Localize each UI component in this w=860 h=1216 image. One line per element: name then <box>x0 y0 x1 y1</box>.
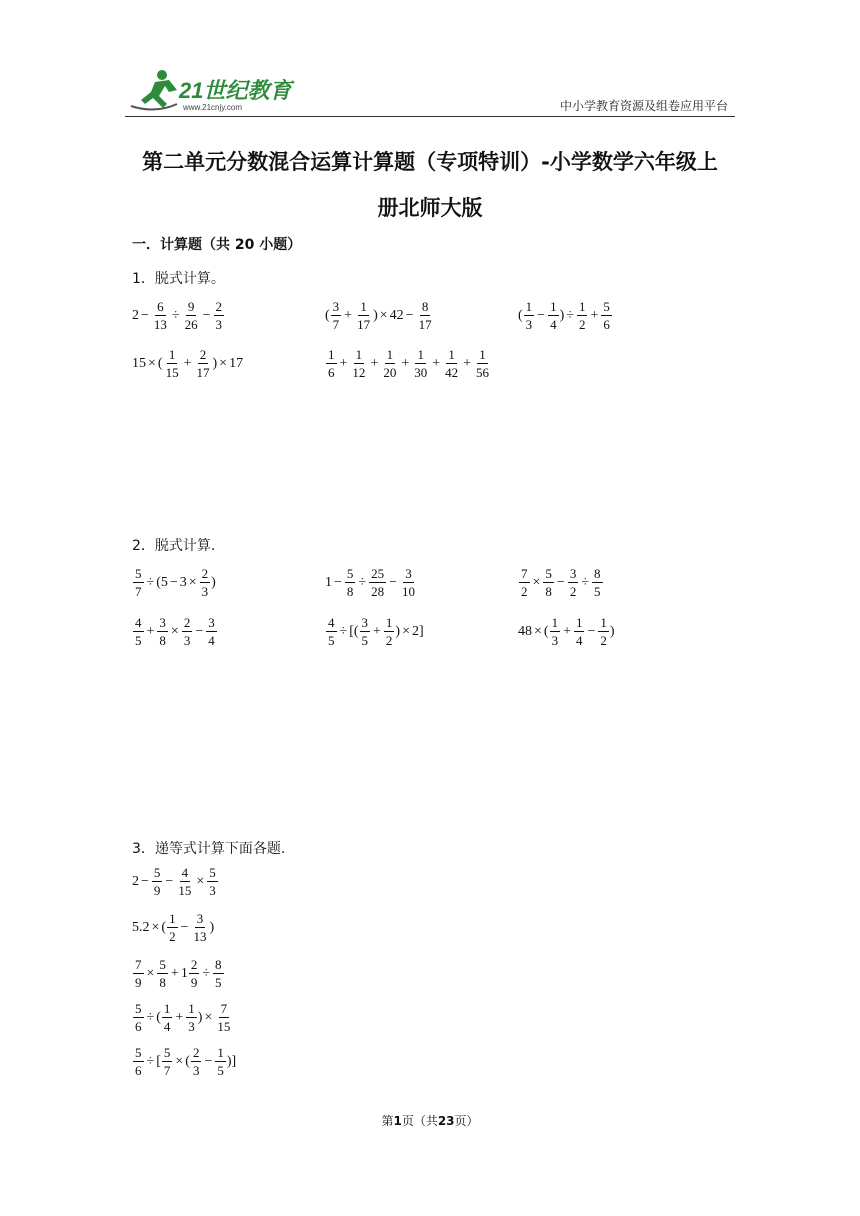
q1-expr-4 <box>132 348 243 379</box>
numerator: 5 <box>545 566 552 581</box>
operator: − <box>165 873 174 889</box>
fraction <box>194 348 211 379</box>
operator: ÷ <box>146 1009 155 1025</box>
fraction <box>167 912 178 943</box>
q2-expr-1 <box>132 567 216 598</box>
fraction <box>412 348 429 379</box>
denominator: 2 <box>521 584 528 599</box>
denominator: 8 <box>159 633 166 648</box>
operator: × <box>188 574 197 590</box>
fraction <box>543 567 554 598</box>
denominator: 3 <box>188 1019 195 1034</box>
q3-expr-5 <box>132 1046 236 1077</box>
q2-expr-6 <box>518 616 615 647</box>
denominator: 2 <box>385 633 393 648</box>
operator: − <box>180 919 189 935</box>
denominator: 2 <box>578 317 586 332</box>
denominator: 6 <box>135 1063 142 1078</box>
term: 5.2 <box>132 919 150 935</box>
operator: + <box>344 307 353 323</box>
footer-middle: 页（共 <box>401 1114 438 1128</box>
fraction <box>162 1002 173 1033</box>
denominator: 2 <box>169 929 176 944</box>
term: 5 <box>160 574 168 590</box>
operator: × <box>196 873 205 889</box>
fraction <box>186 1002 197 1033</box>
term: ( <box>185 1053 190 1069</box>
fraction <box>191 1046 202 1077</box>
fraction <box>133 567 144 598</box>
numerator: 2 <box>199 347 207 362</box>
term: )] <box>226 1053 237 1069</box>
fraction <box>176 866 193 897</box>
numerator: 1 <box>448 347 455 362</box>
denominator: 15 <box>165 365 179 380</box>
footer-prefix: 第 <box>381 1114 394 1128</box>
denominator: 5 <box>215 975 222 990</box>
denominator: 3 <box>209 883 216 898</box>
term: ) <box>395 623 401 639</box>
denominator: 17 <box>196 365 210 380</box>
numerator: 2 <box>183 615 191 630</box>
fraction <box>213 958 224 989</box>
term: ( <box>161 919 167 935</box>
denominator: 26 <box>184 317 198 332</box>
fraction <box>360 616 371 647</box>
q1-expr-1 <box>132 300 225 331</box>
fraction <box>443 348 460 379</box>
numerator: 9 <box>187 299 195 314</box>
numerator: 5 <box>135 566 142 581</box>
numerator: 3 <box>405 566 412 581</box>
operator: × <box>532 574 541 590</box>
numerator: 1 <box>551 615 559 630</box>
numerator: 3 <box>361 615 369 630</box>
operator: − <box>195 623 204 639</box>
question-3-label: 3．递等式计算下面各题. <box>132 841 286 857</box>
operator: × <box>219 355 228 371</box>
operator: × <box>170 623 179 639</box>
operator: + <box>432 355 441 371</box>
term: ) <box>197 1009 203 1025</box>
fraction <box>214 300 225 331</box>
term: 1 <box>325 574 332 590</box>
operator: ÷ <box>146 574 155 590</box>
numerator: 1 <box>163 1001 171 1016</box>
operator: × <box>146 965 155 981</box>
operator: − <box>405 307 414 323</box>
operator: − <box>204 1053 213 1069</box>
fraction <box>550 616 561 647</box>
denominator: 5 <box>328 633 335 648</box>
operator: − <box>389 574 397 590</box>
term: ) <box>559 307 565 323</box>
operator: ÷ <box>146 1053 155 1069</box>
operator: − <box>334 574 342 590</box>
denominator: 7 <box>163 1063 171 1078</box>
denominator: 4 <box>208 633 215 648</box>
numerator: 8 <box>421 299 429 314</box>
numerator: 5 <box>153 865 161 880</box>
operator: × <box>379 307 388 323</box>
term: 17 <box>229 355 244 371</box>
term: ) <box>212 355 218 371</box>
operator: − <box>556 574 565 590</box>
fraction <box>182 616 193 647</box>
operator: × <box>148 355 156 371</box>
term: ( <box>543 623 549 639</box>
denominator: 3 <box>192 1063 200 1078</box>
denominator: 9 <box>135 975 142 990</box>
footer-page-number: 1 <box>393 1114 402 1128</box>
numerator: 1 <box>575 615 583 630</box>
fraction <box>601 300 612 331</box>
question-2-label: 2．脱式计算. <box>132 538 216 554</box>
page-footer <box>0 1112 860 1129</box>
numerator: 7 <box>220 1001 228 1016</box>
fraction <box>157 616 168 647</box>
operator: + <box>563 623 571 639</box>
denominator: 9 <box>190 975 198 990</box>
operator: + <box>370 355 379 371</box>
fraction <box>162 1046 173 1077</box>
term: 2 <box>132 873 139 889</box>
numerator: 1 <box>479 347 486 362</box>
term: 1 <box>180 965 188 981</box>
q1-expr-3 <box>518 300 613 331</box>
numerator: 4 <box>135 615 142 630</box>
fraction <box>189 958 200 989</box>
numerator: 5 <box>209 865 216 880</box>
operator: + <box>175 1009 184 1025</box>
fraction <box>355 300 372 331</box>
term: 2 <box>132 307 139 323</box>
fraction <box>369 567 386 598</box>
q1-expr-2 <box>325 300 435 331</box>
section-heading: 一．计算题（共 20 小题） <box>132 237 302 253</box>
numerator: 1 <box>360 299 367 314</box>
fraction <box>152 300 169 331</box>
doc-title-line-1: 第二单元分数混合运算计算题（专项特训）-小学数学六年级上 <box>142 150 718 174</box>
denominator: 3 <box>525 317 533 332</box>
operator: ÷ <box>581 574 589 590</box>
fraction <box>183 300 200 331</box>
numerator: 1 <box>600 615 607 630</box>
denominator: 3 <box>551 633 559 648</box>
term: 48 <box>518 623 532 639</box>
numerator: 3 <box>196 911 204 926</box>
numerator: 5 <box>346 566 354 581</box>
q2-expr-2 <box>325 567 418 598</box>
numerator: 1 <box>550 299 557 314</box>
logo-url: www.21cnjy.com <box>183 103 242 112</box>
fraction <box>568 567 579 598</box>
term: 3 <box>179 574 187 590</box>
numerator: 5 <box>163 1045 171 1060</box>
denominator: 6 <box>603 317 610 332</box>
denominator: 8 <box>346 584 354 599</box>
denominator: 13 <box>153 317 167 332</box>
term: ( <box>518 307 523 323</box>
denominator: 4 <box>163 1019 171 1034</box>
numerator: 2 <box>190 957 198 972</box>
denominator: 5 <box>361 633 369 648</box>
doc-title-line-2: 册北师大版 <box>377 196 483 220</box>
fraction <box>548 300 559 331</box>
fraction <box>326 616 337 647</box>
numerator: 4 <box>328 615 335 630</box>
fraction <box>519 567 530 598</box>
denominator: 15 <box>178 883 192 898</box>
footer-suffix: 页） <box>454 1114 479 1128</box>
platform-name: 中小学教育资源及组卷应用平台 <box>559 99 728 113</box>
denominator: 8 <box>159 975 166 990</box>
denominator: 8 <box>545 584 552 599</box>
term: [ <box>156 1053 161 1069</box>
operator: ÷ <box>202 965 210 981</box>
operator: ÷ <box>358 574 367 590</box>
denominator: 5 <box>594 584 601 599</box>
numerator: 3 <box>159 615 166 630</box>
q3-expr-3 <box>132 958 225 989</box>
term: ( <box>156 1009 161 1025</box>
denominator: 20 <box>383 365 397 380</box>
fraction <box>417 300 434 331</box>
denominator: 12 <box>352 365 366 380</box>
fraction <box>350 348 367 379</box>
operator: × <box>175 1053 184 1069</box>
operator: − <box>202 307 211 323</box>
operator: − <box>537 307 546 323</box>
denominator: 30 <box>414 365 428 380</box>
numerator: 1 <box>217 1045 224 1060</box>
operator: − <box>169 574 178 590</box>
numerator: 7 <box>521 566 528 581</box>
term: 2] <box>412 623 424 639</box>
denominator: 9 <box>153 883 161 898</box>
numerator: 1 <box>385 615 393 630</box>
operator: + <box>373 623 381 639</box>
term: 42 <box>389 307 404 323</box>
denominator: 17 <box>418 317 432 332</box>
term: ) <box>211 574 216 590</box>
q3-expr-2 <box>132 912 214 943</box>
fraction <box>133 958 144 989</box>
footer-total-pages: 23 <box>437 1114 455 1128</box>
numerator: 1 <box>386 347 394 362</box>
operator: + <box>463 355 472 371</box>
fraction <box>577 300 588 331</box>
numerator: 1 <box>188 1001 195 1016</box>
numerator: 4 <box>181 865 189 880</box>
q2-expr-3 <box>518 567 604 598</box>
q3-expr-4 <box>132 1002 233 1033</box>
numerator: 2 <box>215 299 222 314</box>
fraction <box>598 616 609 647</box>
denominator: 6 <box>328 365 335 380</box>
numerator: 2 <box>201 566 209 581</box>
term: ) <box>209 919 215 935</box>
operator: × <box>151 919 160 935</box>
denominator: 13 <box>193 929 207 944</box>
denominator: 7 <box>135 584 142 599</box>
denominator: 5 <box>135 633 142 648</box>
q2-expr-4 <box>132 616 218 647</box>
fraction <box>592 567 603 598</box>
numerator: 1 <box>168 347 176 362</box>
q2-expr-5 <box>325 616 424 647</box>
fraction <box>381 348 398 379</box>
numerator: 6 <box>157 299 164 314</box>
q1-expr-5 <box>325 348 492 379</box>
denominator: 4 <box>550 317 557 332</box>
denominator: 15 <box>217 1019 231 1034</box>
numerator: 1 <box>328 347 335 362</box>
operator: × <box>402 623 410 639</box>
fraction <box>574 616 585 647</box>
fraction <box>157 958 168 989</box>
denominator: 3 <box>201 584 209 599</box>
question-1-label: 1．脱式计算。 <box>132 271 225 287</box>
fraction <box>474 348 491 379</box>
numerator: 25 <box>371 566 385 581</box>
term: ( <box>325 307 330 323</box>
header-divider <box>125 116 735 117</box>
fraction <box>215 1002 232 1033</box>
operator: + <box>183 355 192 371</box>
site-logo <box>125 68 295 114</box>
numerator: 3 <box>332 299 340 314</box>
numerator: 5 <box>159 957 166 972</box>
term: ( <box>157 355 163 371</box>
operator: × <box>204 1009 213 1025</box>
numerator: 5 <box>135 1001 142 1016</box>
denominator: 10 <box>402 584 415 599</box>
fraction <box>191 912 208 943</box>
denominator: 42 <box>445 365 459 380</box>
operator: ÷ <box>566 307 574 323</box>
numerator: 7 <box>135 957 142 972</box>
operator: ÷ <box>171 307 180 323</box>
term: 15 <box>132 355 146 371</box>
operator: + <box>401 355 410 371</box>
fraction <box>326 348 337 379</box>
operator: × <box>534 623 542 639</box>
fraction <box>200 567 211 598</box>
numerator: 3 <box>208 615 215 630</box>
term: ( <box>156 574 161 590</box>
operator: ÷ <box>339 623 348 639</box>
numerator: 1 <box>578 299 586 314</box>
operator: + <box>590 307 599 323</box>
q3-expr-1 <box>132 866 219 897</box>
numerator: 5 <box>135 1045 142 1060</box>
logo-text: 21世纪教育 <box>179 78 292 103</box>
fraction <box>524 300 535 331</box>
operator: − <box>141 873 149 889</box>
operator: + <box>146 623 155 639</box>
operator: + <box>170 965 179 981</box>
denominator: 17 <box>357 317 371 332</box>
operator: − <box>587 623 596 639</box>
numerator: 1 <box>169 911 176 926</box>
fraction <box>206 616 217 647</box>
fraction <box>215 1046 226 1077</box>
denominator: 2 <box>569 584 577 599</box>
numerator: 8 <box>594 566 601 581</box>
fraction <box>152 866 163 897</box>
term: ) <box>373 307 378 323</box>
fraction <box>384 616 395 647</box>
denominator: 3 <box>183 633 191 648</box>
term: [( <box>349 623 359 639</box>
runner-logo-icon <box>125 68 295 114</box>
fraction <box>331 300 342 331</box>
fraction <box>133 1002 144 1033</box>
numerator: 1 <box>525 299 533 314</box>
denominator: 5 <box>217 1063 224 1078</box>
fraction <box>133 616 144 647</box>
numerator: 3 <box>569 566 577 581</box>
denominator: 56 <box>476 365 490 380</box>
denominator: 4 <box>575 633 583 648</box>
fraction <box>345 567 356 598</box>
fraction <box>164 348 181 379</box>
denominator: 7 <box>332 317 340 332</box>
numerator: 1 <box>355 347 363 362</box>
denominator: 6 <box>135 1019 142 1034</box>
denominator: 28 <box>371 584 385 599</box>
numerator: 2 <box>192 1045 200 1060</box>
denominator: 2 <box>600 633 607 648</box>
fraction <box>400 567 417 598</box>
term: ) <box>609 623 615 639</box>
denominator: 3 <box>215 317 222 332</box>
operator: + <box>339 355 348 371</box>
operator: − <box>141 307 149 323</box>
numerator: 1 <box>417 347 424 362</box>
numerator: 8 <box>215 957 222 972</box>
fraction <box>133 1046 144 1077</box>
fraction <box>207 866 218 897</box>
numerator: 5 <box>603 299 610 314</box>
